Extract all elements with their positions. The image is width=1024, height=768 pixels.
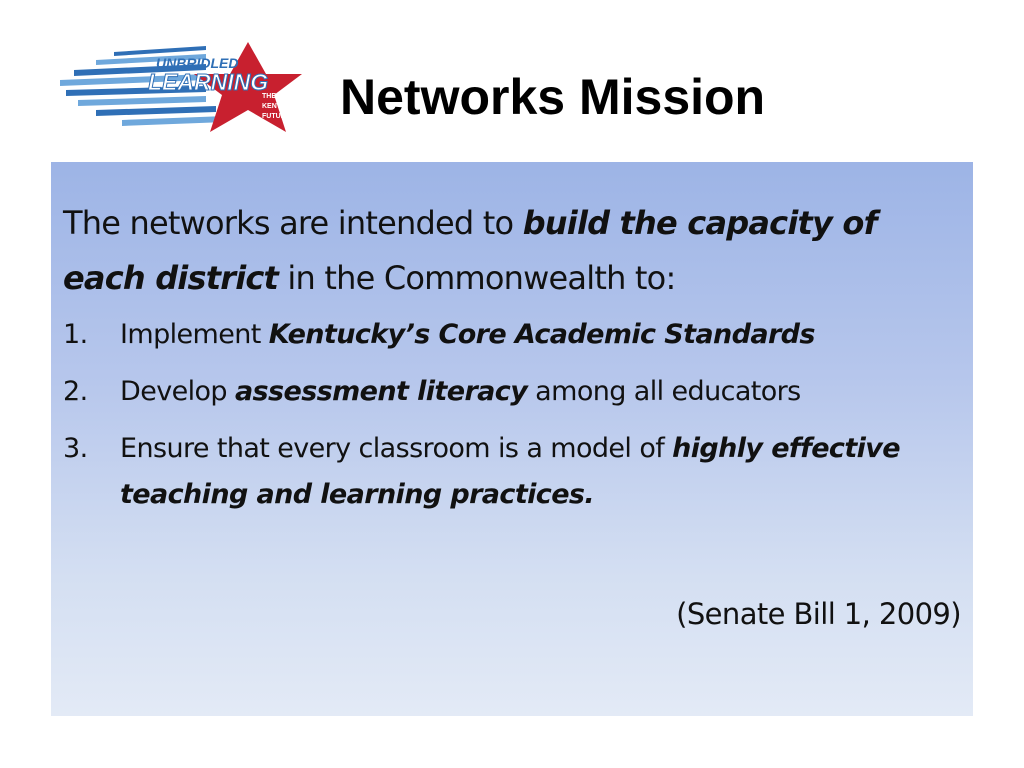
- logo-tagline-1: THE VISION FOR: [262, 93, 319, 100]
- list-item-number: 3.: [63, 433, 88, 464]
- logo-text-line2: LEARNING: [148, 69, 269, 95]
- intro-paragraph: [63, 196, 961, 306]
- mission-list: [63, 312, 961, 518]
- logo-tagline-2: KENTUCKY'S: [262, 103, 308, 110]
- list-item-text-pre: Develop: [120, 376, 235, 407]
- list-item: [63, 312, 961, 358]
- slide-title: Networks Mission: [340, 69, 766, 125]
- list-item-text-post: among all educators: [527, 376, 801, 407]
- list-item-number: 1.: [63, 319, 88, 350]
- unbridled-learning-logo: [56, 40, 346, 140]
- citation: (Senate Bill 1, 2009): [676, 597, 961, 631]
- intro-text-emphasis: build the capacity of each district: [63, 204, 877, 297]
- list-item-text-emphasis: Kentucky’s Core Academic Standards: [268, 319, 815, 350]
- content-box: [51, 162, 973, 716]
- list-item-number: 2.: [63, 376, 88, 407]
- intro-text-pre: The networks are intended to: [63, 204, 523, 242]
- list-item-text-pre: Implement: [120, 319, 269, 350]
- list-item-text-pre: Ensure that every classroom is a model of: [120, 433, 673, 464]
- list-item: [63, 426, 961, 518]
- intro-text-post: in the Commonwealth to:: [278, 259, 676, 297]
- list-item-text-emphasis: highly effective teaching and learning practices.: [120, 433, 901, 510]
- logo-tagline-3: FUTURE: [262, 113, 291, 120]
- list-item-text-emphasis: assessment literacy: [234, 376, 528, 407]
- logo-text-line1: UNBRIDLED: [156, 55, 239, 71]
- list-item: [63, 369, 961, 415]
